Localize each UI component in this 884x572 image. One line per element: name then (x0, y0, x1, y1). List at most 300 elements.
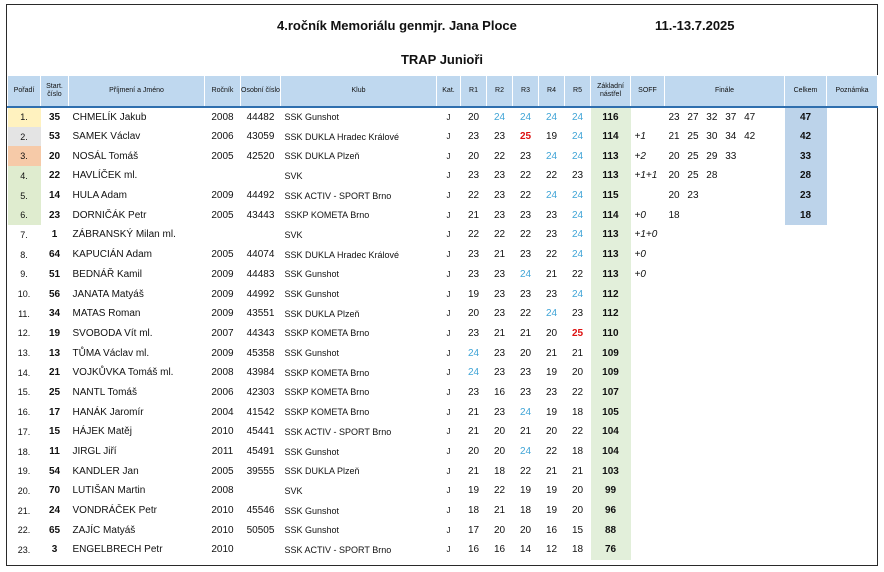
col-header: Pořadí (8, 76, 41, 108)
round-3-cell: 22 (519, 465, 532, 477)
birth-year-cell: 2009 (211, 347, 234, 359)
round-3-cell: 14 (519, 544, 532, 556)
note-cell (827, 284, 878, 304)
note-cell (827, 481, 878, 501)
round-1-cell: 18 (467, 505, 480, 517)
table-row (8, 284, 878, 304)
category-cell: J (446, 545, 451, 555)
table-row (8, 107, 878, 127)
start-number-cell: 1 (51, 229, 58, 241)
category-cell: J (446, 210, 451, 220)
table-row (8, 146, 878, 166)
start-number-cell: 13 (48, 347, 61, 359)
round-4-cell: 23 (545, 386, 558, 398)
round-3-cell: 21 (519, 426, 532, 438)
category-cell: J (446, 348, 451, 358)
round-4-cell: 22 (545, 446, 558, 458)
personal-number-cell: 44492 (246, 190, 275, 202)
table-row (8, 343, 878, 363)
club-cell: SSK Gunshot (284, 289, 340, 300)
base-score-cell: 76 (591, 540, 631, 560)
round-5-cell: 24 (571, 131, 584, 143)
category-cell: J (446, 466, 451, 476)
round-5-cell: 15 (571, 524, 584, 536)
shoot-off-cell: +0 (634, 249, 646, 261)
round-1-cell: 20 (467, 308, 480, 320)
round-2-cell: 23 (493, 347, 506, 359)
club-cell: SVK (284, 485, 303, 496)
note-cell (827, 363, 878, 383)
club-cell: SSKP KOMETA Brno (284, 210, 370, 221)
col-header: Finále (665, 76, 785, 108)
note-cell (827, 402, 878, 422)
position-cell: 21. (17, 505, 31, 516)
shoot-off-cell (631, 520, 665, 540)
total-cell (785, 461, 827, 481)
round-1-cell: 21 (467, 406, 480, 418)
personal-number-cell (241, 225, 281, 245)
note-cell (827, 107, 878, 127)
note-cell (827, 225, 878, 245)
round-3-cell: 22 (519, 190, 532, 202)
round-1-cell: 16 (467, 544, 480, 556)
round-5-cell: 22 (571, 386, 584, 398)
position-cell: 10. (17, 289, 31, 300)
total-cell (785, 402, 827, 422)
position-cell: 5. (8, 186, 41, 206)
round-2-cell: 20 (493, 426, 506, 438)
round-2-cell: 23 (493, 209, 506, 221)
table-row (8, 481, 878, 501)
shoot-off-cell (631, 442, 665, 462)
round-2-cell: 21 (493, 327, 506, 339)
note-cell (827, 166, 878, 186)
total-cell (785, 304, 827, 324)
birth-year-cell (205, 225, 241, 245)
round-3-cell: 23 (519, 209, 532, 221)
start-number-cell: 14 (48, 190, 61, 202)
total-cell (785, 265, 827, 285)
club-cell: SSK DUKLA Hradec Králové (284, 131, 400, 142)
start-number-cell: 11 (49, 446, 60, 458)
position-cell: 2. (8, 127, 41, 147)
col-header: R1 (461, 76, 487, 108)
start-number-cell: 3 (51, 544, 58, 556)
col-header: R2 (487, 76, 513, 108)
round-5-cell: 24 (565, 107, 591, 127)
club-cell: SSK ACTIV - SPORT Brno (284, 426, 392, 437)
final-cell: 21 25 30 34 42 (668, 131, 756, 143)
personal-number-cell: 42520 (246, 150, 275, 162)
birth-year-cell: 2011 (211, 446, 234, 458)
header-row (8, 76, 878, 108)
final-cell (665, 304, 785, 324)
name-cell: MATAS Roman (72, 308, 141, 320)
personal-number-cell (241, 481, 281, 501)
shoot-off-cell (631, 107, 665, 127)
shoot-off-cell (631, 324, 665, 344)
club-cell: SSKP KOMETA Brno (284, 387, 370, 398)
note-cell (827, 520, 878, 540)
personal-number-cell: 39555 (246, 465, 275, 477)
results-body (8, 107, 878, 560)
personal-number-cell: 43984 (246, 367, 275, 379)
category-cell: J (446, 447, 451, 457)
personal-number-cell: 43551 (246, 308, 275, 320)
round-1-cell: 23 (467, 268, 480, 280)
note-cell (827, 304, 878, 324)
round-5-cell: 23 (571, 170, 584, 182)
round-2-cell: 23 (493, 367, 506, 379)
round-5-cell: 18 (571, 406, 584, 418)
round-5-cell: 20 (571, 367, 584, 379)
name-cell: HANÁK Jaromír (72, 406, 144, 418)
round-3-cell: 22 (519, 308, 532, 320)
round-5-cell: 24 (571, 288, 584, 300)
round-3-cell: 24 (519, 268, 532, 280)
name-cell: NOSÁL Tomáš (72, 150, 139, 162)
name-cell: JIRGL Jiří (72, 446, 117, 458)
position-cell: 22. (17, 525, 31, 536)
name-cell: ZÁBRANSKÝ Milan ml. (72, 229, 176, 241)
base-score-cell: 109 (591, 363, 631, 383)
note-cell (827, 540, 878, 560)
col-header: Základní nástřel (591, 76, 631, 108)
round-1-cell: 20 (461, 107, 487, 127)
final-cell (665, 540, 785, 560)
start-number-cell: 24 (48, 505, 61, 517)
club-cell: SSKP KOMETA Brno (284, 367, 370, 378)
round-4-cell: 16 (545, 524, 558, 536)
shoot-off-cell: +1+0 (634, 229, 658, 241)
name-cell: VONDRÁČEK Petr (72, 505, 157, 517)
table-row (8, 402, 878, 422)
col-header: R3 (513, 76, 539, 108)
final-cell: 18 (668, 209, 680, 221)
discipline-subtitle: TRAP Junioři (400, 52, 484, 67)
club-cell: SSKP KOMETA Brno (284, 407, 370, 418)
total-cell (785, 245, 827, 265)
round-4-cell: 24 (545, 150, 558, 162)
birth-year-cell: 2009 (211, 268, 234, 280)
personal-number-cell: 45441 (246, 426, 275, 438)
name-cell: ZAJÍC Matyáš (72, 524, 136, 536)
name-cell: VOJKŮVKA Tomáš ml. (72, 367, 174, 379)
round-5-cell: 22 (571, 268, 584, 280)
round-2-cell: 23 (493, 131, 506, 143)
total-cell (785, 501, 827, 521)
round-1-cell: 19 (467, 288, 480, 300)
round-5-cell: 24 (571, 209, 584, 221)
round-4-cell: 24 (539, 107, 565, 127)
shoot-off-cell (631, 343, 665, 363)
personal-number-cell: 45491 (246, 446, 275, 458)
birth-year-cell: 2006 (211, 131, 234, 143)
club-cell: SSKP KOMETA Brno (284, 328, 370, 339)
birth-year-cell: 2005 (211, 209, 234, 221)
base-score-cell: 96 (591, 501, 631, 521)
note-cell (827, 324, 878, 344)
category-cell: J (446, 486, 451, 496)
category-cell: J (437, 107, 461, 127)
note-cell (827, 127, 878, 147)
position-cell: 11. (18, 308, 30, 319)
total-cell (785, 442, 827, 462)
name-cell: SVOBODA Vít ml. (72, 327, 153, 339)
base-score-cell: 107 (591, 383, 631, 403)
position-cell: 7. (20, 229, 28, 240)
position-cell: 17. (17, 426, 31, 437)
name-cell: HULA Adam (72, 190, 127, 202)
round-3-cell: 25 (519, 131, 532, 143)
round-2-cell: 23 (493, 268, 506, 280)
birth-year-cell: 2007 (211, 327, 234, 339)
total-cell (785, 520, 827, 540)
col-header: Kat. (437, 76, 461, 108)
category-cell: J (446, 525, 451, 535)
base-score-cell: 109 (591, 343, 631, 363)
birth-year-cell: 2010 (211, 426, 234, 438)
round-3-cell: 24 (519, 446, 532, 458)
start-number-cell: 21 (48, 367, 61, 379)
club-cell: SSK Gunshot (284, 269, 340, 280)
personal-number-cell: 44483 (246, 268, 275, 280)
shoot-off-cell (631, 461, 665, 481)
total-cell: 23 (785, 186, 827, 206)
name-cell: KANDLER Jan (72, 465, 139, 477)
col-header: Celkem (785, 76, 827, 108)
position-cell: 16. (17, 407, 31, 418)
start-number-cell: 70 (48, 485, 61, 497)
name-cell: CHMELÍK Jakub (69, 107, 205, 127)
total-cell (785, 343, 827, 363)
round-2-cell: 23 (493, 190, 506, 202)
birth-year-cell: 2004 (211, 406, 234, 418)
birth-year-cell: 2009 (211, 308, 234, 320)
base-score-cell: 105 (591, 402, 631, 422)
start-number-cell: 51 (48, 268, 61, 280)
shoot-off-cell: +1 (634, 131, 646, 143)
birth-year-cell: 2008 (211, 485, 234, 497)
position-cell: 18. (17, 446, 31, 457)
position-cell: 4. (8, 166, 41, 186)
table-row (8, 205, 878, 225)
total-cell (785, 284, 827, 304)
round-1-cell: 22 (467, 229, 480, 241)
start-number-cell: 15 (48, 426, 61, 438)
total-cell: 18 (785, 205, 827, 225)
round-4-cell: 19 (545, 367, 558, 379)
round-1-cell: 23 (467, 131, 480, 143)
table-row (8, 520, 878, 540)
round-1-cell: 23 (467, 249, 480, 261)
total-cell: 42 (785, 127, 827, 147)
personal-number-cell: 50505 (246, 524, 275, 536)
start-number-cell: 17 (48, 406, 61, 418)
personal-number-cell: 43059 (246, 131, 275, 143)
category-cell: J (446, 269, 451, 279)
base-score-cell: 99 (591, 481, 631, 501)
round-3-cell: 24 (519, 406, 532, 418)
birth-year-cell: 2005 (211, 249, 234, 261)
round-1-cell: 23 (467, 386, 480, 398)
round-4-cell: 22 (545, 249, 558, 261)
round-4-cell: 21 (545, 268, 558, 280)
shoot-off-cell: +1+1 (634, 170, 658, 182)
col-header: Příjmení a Jméno (69, 76, 205, 108)
round-2-cell: 23 (493, 288, 506, 300)
round-3-cell: 19 (519, 485, 532, 497)
personal-number-cell: 44482 (241, 107, 281, 127)
category-cell: J (446, 151, 451, 161)
round-2-cell: 23 (493, 308, 506, 320)
table-row (8, 501, 878, 521)
round-1-cell: 21 (467, 426, 480, 438)
round-2-cell: 16 (493, 544, 506, 556)
total-cell (785, 225, 827, 245)
birth-year-cell: 2005 (211, 465, 234, 477)
round-4-cell: 23 (545, 288, 558, 300)
position-cell: 20. (17, 485, 31, 496)
shoot-off-cell (631, 402, 665, 422)
start-number-cell: 54 (48, 465, 61, 477)
total-cell (785, 481, 827, 501)
club-cell: SSK Gunshot (284, 348, 340, 359)
total-cell (785, 383, 827, 403)
category-cell: J (446, 191, 451, 201)
round-1-cell: 23 (467, 170, 480, 182)
round-1-cell: 20 (467, 150, 480, 162)
total-cell: 28 (785, 166, 827, 186)
final-cell (665, 481, 785, 501)
note-cell (827, 205, 878, 225)
birth-year-cell: 2009 (211, 190, 234, 202)
category-cell: J (446, 506, 451, 516)
round-2-cell: 18 (493, 465, 506, 477)
personal-number-cell (241, 166, 281, 186)
start-number-cell: 20 (48, 150, 61, 162)
birth-year-cell: 2008 (205, 107, 241, 127)
table-row (8, 225, 878, 245)
round-2-cell: 20 (493, 524, 506, 536)
round-3-cell: 21 (519, 327, 532, 339)
birth-year-cell: 2005 (211, 150, 234, 162)
birth-year-cell: 2010 (211, 544, 234, 556)
base-score-cell: 114 (591, 127, 631, 147)
round-5-cell: 25 (571, 327, 584, 339)
total-cell (785, 540, 827, 560)
round-3-cell: 22 (519, 170, 532, 182)
shoot-off-cell (631, 540, 665, 560)
round-4-cell: 20 (545, 327, 558, 339)
table-row (8, 324, 878, 344)
results-table (7, 75, 878, 560)
final-cell (665, 422, 785, 442)
round-3-cell: 18 (519, 505, 532, 517)
table-row (8, 540, 878, 560)
table-row (8, 127, 878, 147)
round-1-cell: 20 (467, 446, 480, 458)
final-cell (665, 402, 785, 422)
note-cell (827, 461, 878, 481)
start-number-cell: 65 (48, 524, 61, 536)
club-cell: SSK Gunshot (284, 505, 340, 516)
club-cell: SSK DUKLA Hradec Králové (284, 249, 400, 260)
round-1-cell: 24 (467, 347, 480, 359)
round-2-cell: 23 (493, 170, 506, 182)
base-score-cell: 116 (591, 107, 631, 127)
category-cell: J (446, 250, 451, 260)
round-1-cell: 21 (467, 209, 480, 221)
position-cell: 13. (17, 348, 31, 359)
final-cell: 20 25 28 (668, 170, 718, 182)
round-1-cell: 24 (467, 367, 480, 379)
position-cell: 14. (17, 367, 31, 378)
round-4-cell: 21 (545, 465, 558, 477)
name-cell: NANTL Tomáš (72, 386, 137, 398)
category-cell: J (446, 132, 451, 142)
personal-number-cell: 45358 (246, 347, 275, 359)
personal-number-cell: 43443 (246, 209, 275, 221)
competition-date: 11.-13.7.2025 (655, 18, 735, 33)
personal-number-cell: 45546 (246, 505, 275, 517)
note-cell (827, 501, 878, 521)
birth-year-cell (205, 166, 241, 186)
name-cell: KAPUCIÁN Adam (72, 249, 152, 261)
position-cell: 9. (20, 269, 28, 280)
round-3-cell: 22 (519, 229, 532, 241)
final-cell (665, 442, 785, 462)
club-cell: SVK (284, 229, 303, 240)
club-cell: SSK Gunshot (284, 525, 340, 536)
birth-year-cell: 2008 (211, 367, 234, 379)
position-cell: 15. (17, 387, 31, 398)
club-cell: SSK DUKLA Plzeň (284, 308, 360, 319)
base-score-cell: 104 (591, 442, 631, 462)
position-cell: 1. (8, 107, 41, 127)
round-3-cell: 23 (519, 386, 532, 398)
round-2-cell: 23 (493, 406, 506, 418)
name-cell: JANATA Matyáš (72, 288, 144, 300)
total-cell (785, 422, 827, 442)
round-5-cell: 24 (571, 190, 584, 202)
round-4-cell: 20 (545, 426, 558, 438)
round-1-cell: 21 (467, 465, 480, 477)
birth-year-cell: 2009 (211, 288, 234, 300)
club-cell: SSK DUKLA Plzeň (284, 466, 360, 477)
start-number-cell: 22 (48, 170, 61, 182)
base-score-cell: 104 (591, 422, 631, 442)
category-cell: J (446, 387, 451, 397)
final-cell (665, 461, 785, 481)
shoot-off-cell: +0 (634, 209, 646, 221)
start-number-cell: 56 (48, 288, 61, 300)
shoot-off-cell: +0 (634, 268, 646, 280)
birth-year-cell: 2006 (211, 386, 234, 398)
shoot-off-cell (631, 383, 665, 403)
club-cell: SVK (284, 170, 303, 181)
base-score-cell: 113 (591, 166, 631, 186)
position-cell: 3. (8, 146, 41, 166)
name-cell: BEDNÁŘ Kamil (72, 268, 142, 280)
personal-number-cell: 41542 (246, 406, 275, 418)
shoot-off-cell (631, 186, 665, 206)
personal-number-cell: 44992 (246, 288, 275, 300)
round-3-cell: 23 (519, 150, 532, 162)
shoot-off-cell (631, 284, 665, 304)
personal-number-cell: 44343 (246, 327, 275, 339)
note-cell (827, 442, 878, 462)
